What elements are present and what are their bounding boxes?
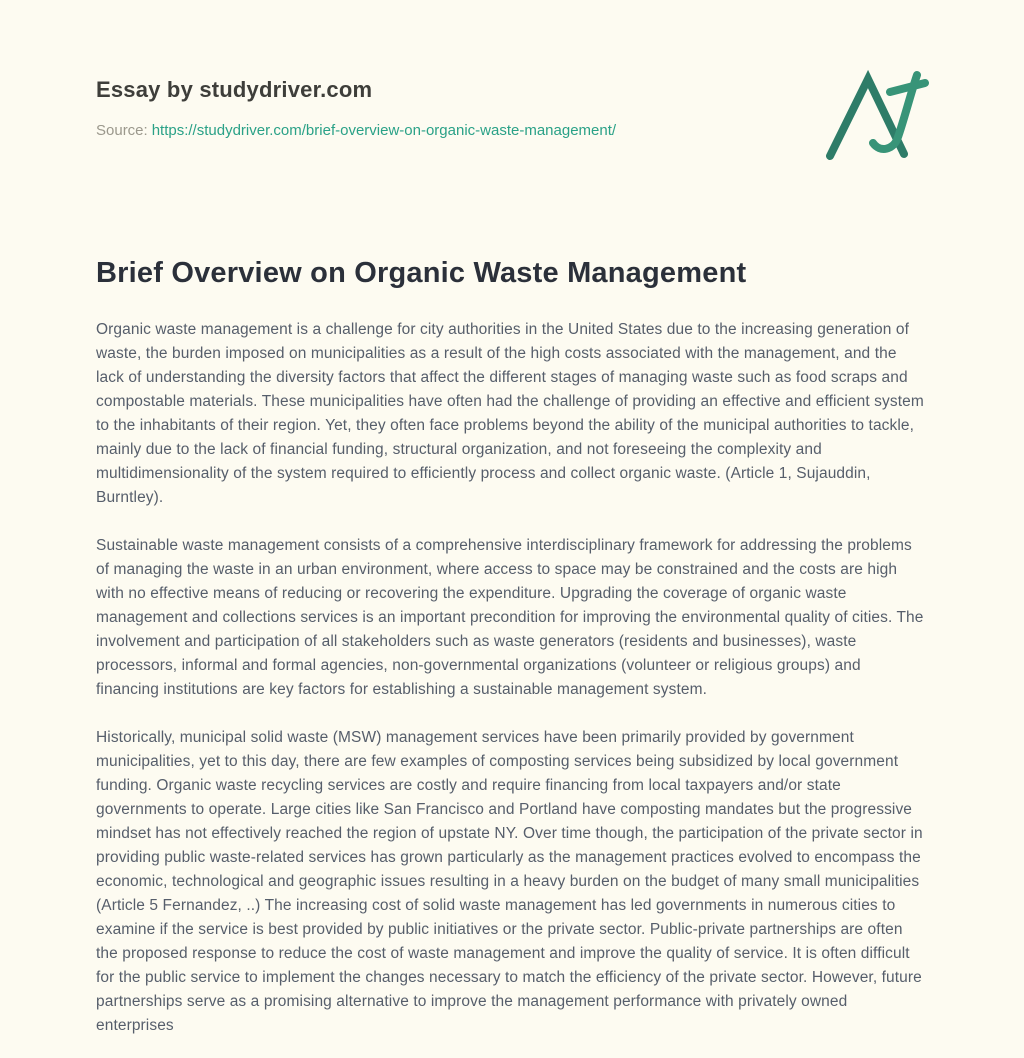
article-paragraph-3: Historically, municipal solid waste (MSW) management services have been primarily provided by government municipalities, yet to this day, there are few examples of composting services being subsidized by local government funding. Organic waste recycling services are costly and require financing from local taxpayers and/or state governments to operate. Large cities like San Francisco and Portland have composting mandates but the progressive mindset has not effectively reached the region of upstate NY. Over time though, the participation of the private sector in providing public waste-related services has grown particularly as the management practices evolved to encompass the economic, technological and geographic issues resulting in a heavy burden on the budget of many small municipalities (Article 5 Fernandez, ..) The increasing cost of solid waste management has led governments in numerous cities to examine if the service is best provided by public initiatives or the private sector. Public-private partnerships are often the proposed response to reduce the cost of waste management and improve the quality of service. It is often difficult for the public service to implement the changes necessary to match the efficiency of the private sector. However, future partnerships serve as a promising alternative to improve the management performance with privately owned enterprises: [96, 729, 923, 1034]
source-label: Source:: [96, 122, 148, 139]
article-body: [96, 318, 928, 1038]
studydriver-logo: [820, 66, 932, 162]
article-paragraph-2: Sustainable waste management consists of a comprehensive interdisciplinary framework for addressing the problems of managing the waste in an urban environment, where access to space may be constrained and the costs are high with no effective means of reducing or recovering the expenditure. Upgrading the coverage of organic waste management and collections services is an important precondition for improving the environmental quality of cities. The involvement and participation of all stakeholders such as waste generators (residents and businesses), waste processors, informal and formal agencies, non-governmental organizations (volunteer or religious groups) and financing institutions are key factors for establishing a sustainable management system.: [96, 537, 924, 698]
article-title: Brief Overview on Organic Waste Management: [96, 257, 747, 289]
article-paragraph-1: Organic waste management is a challenge for city authorities in the United States due to the increasing generation of waste, the burden imposed on municipalities as a result of the high costs associated with the management, and the lack of understanding the diversity factors that affect the different stages of managing waste such as food scraps and compostable materials. These municipalities have often had the challenge of providing an effective and efficient system to the inhabitants of their region. Yet, they often face problems beyond the ability of the municipal authorities to tackle, mainly due to the lack of financial funding, structural organization, and not foreseeing the complexity and multidimensionality of the system required to efficiently process and collect organic waste. (Article 1, Sujauddin, Burntley).: [96, 321, 924, 506]
document-header: [96, 76, 928, 142]
byline: Essay by studydriver.com: [96, 77, 373, 102]
article: [96, 254, 928, 1038]
source-line: [96, 120, 928, 142]
studydriver-logo-icon: [820, 66, 932, 162]
source-url-link[interactable]: https://studydriver.com/brief-overview-on-organic-waste-management/: [151, 122, 617, 139]
